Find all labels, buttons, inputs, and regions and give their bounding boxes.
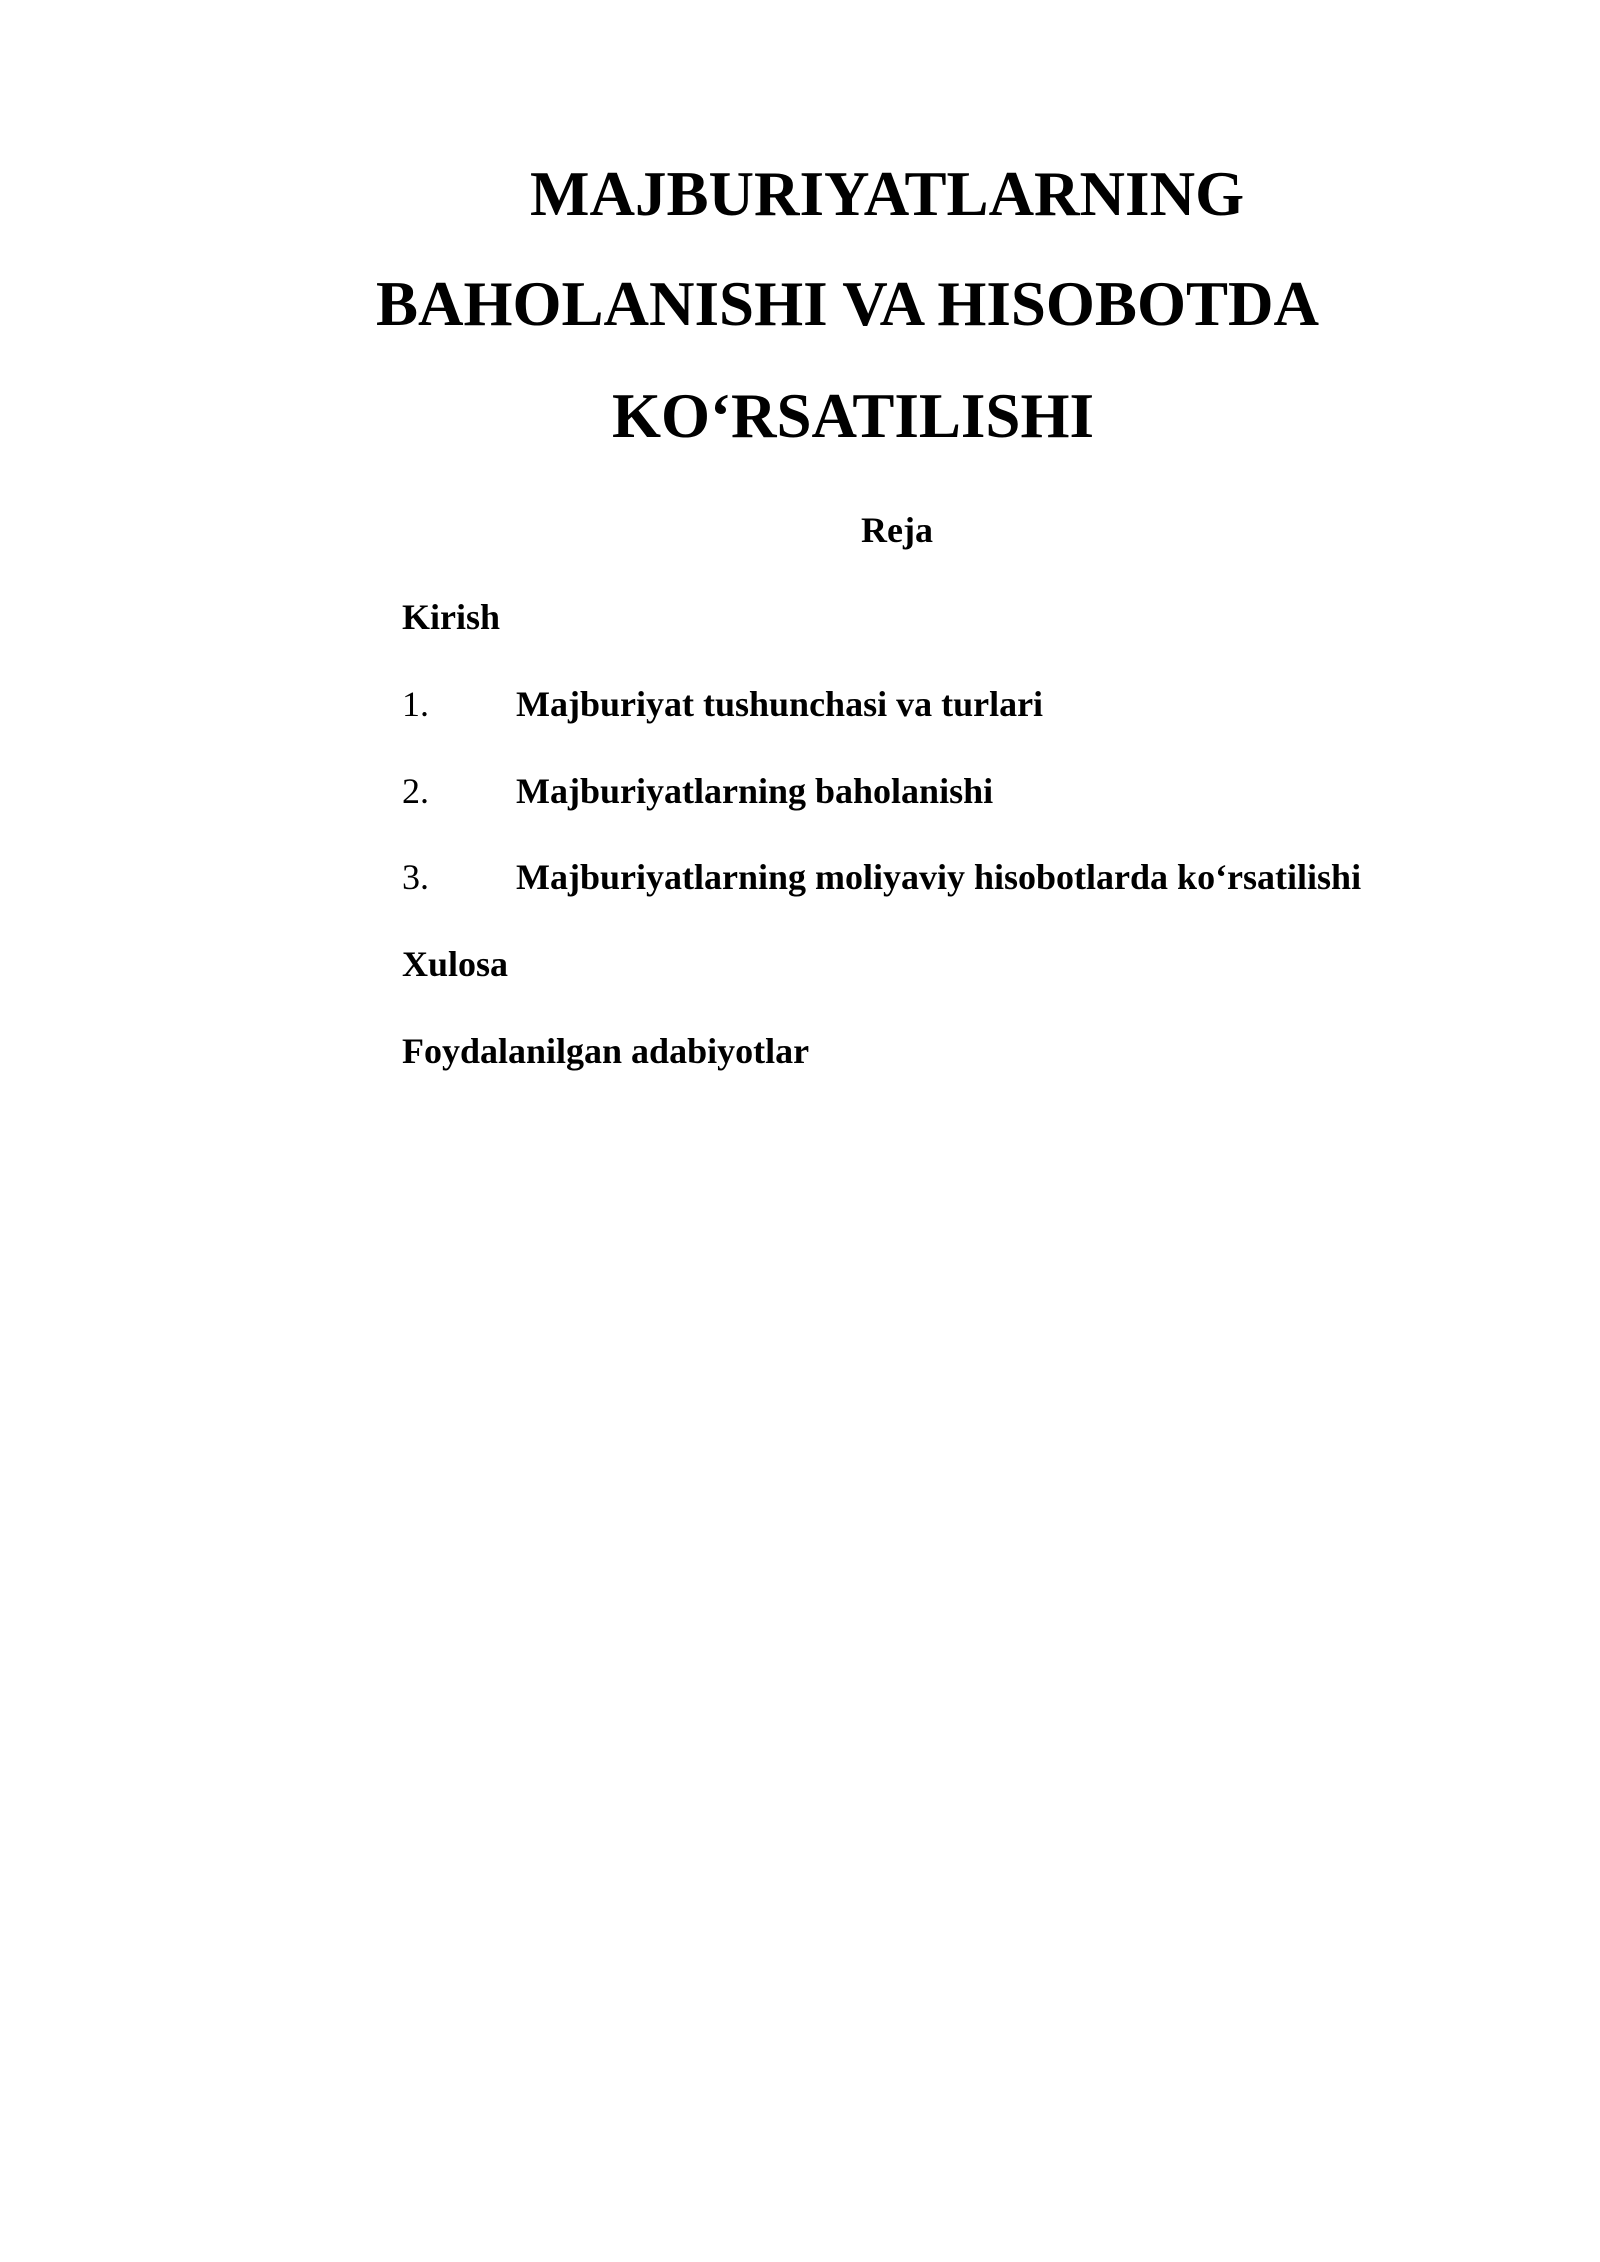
plan-item-3-number: 3. bbox=[402, 857, 429, 897]
plan-item-2-number: 2. bbox=[402, 771, 429, 811]
plan-heading: Reja bbox=[861, 510, 933, 550]
title-line-2: BAHOLANISHI VA HISOBOTDA bbox=[376, 269, 1319, 339]
plan-intro: Kirish bbox=[402, 597, 501, 637]
title-line-1: MAJBURIYATLARNING bbox=[530, 159, 1245, 229]
plan-conclusion: Xulosa bbox=[402, 944, 509, 984]
plan-references: Foydalanilgan adabiyotlar bbox=[402, 1031, 810, 1071]
title-line-3: KO‘RSATILISHI bbox=[612, 381, 1094, 451]
plan-item-2-text: Majburiyatlarning baholanishi bbox=[516, 771, 994, 811]
plan-item-1-number: 1. bbox=[402, 684, 429, 724]
plan-item-1-text: Majburiyat tushunchasi va turlari bbox=[516, 684, 1044, 724]
plan-item-3-text: Majburiyatlarning moliyaviy hisobotlarda ko‘rsatilishi bbox=[516, 857, 1362, 897]
